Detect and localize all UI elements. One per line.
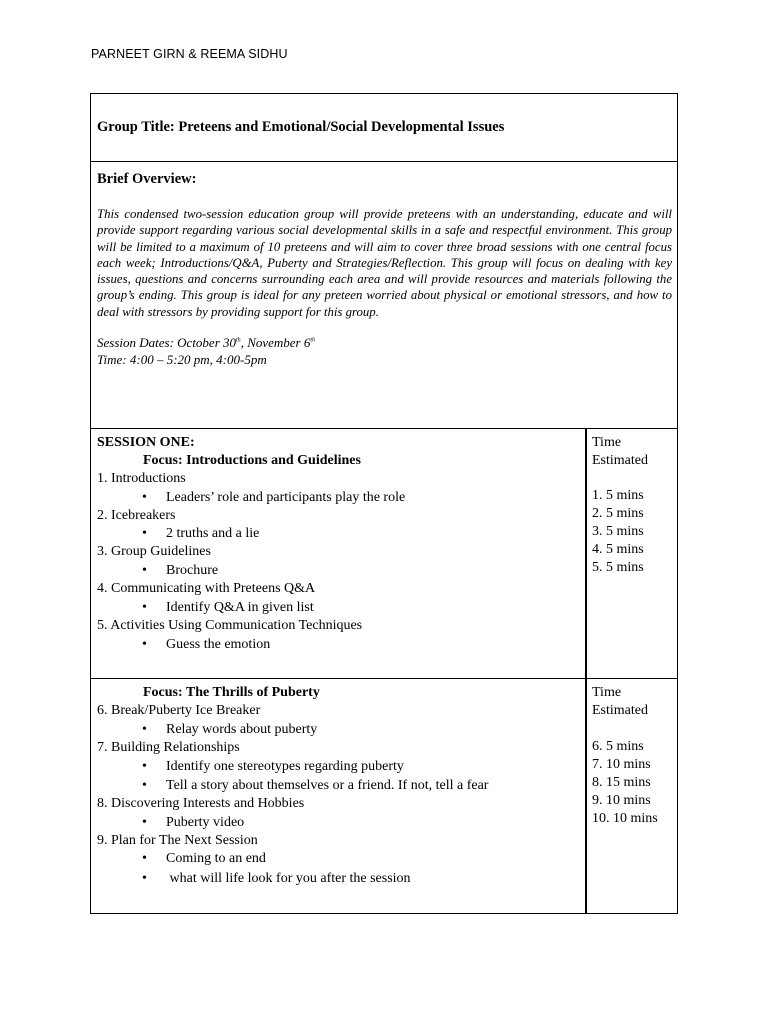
time-estimate: 2. 5 mins xyxy=(592,506,644,521)
time-estimate: 8. 15 mins xyxy=(592,775,651,790)
agenda-item: 4. Communicating with Preteens Q&A xyxy=(97,581,316,596)
agenda-bullet: • Relay words about puberty xyxy=(142,722,318,737)
agenda-bullet: • Coming to an end xyxy=(142,851,266,866)
agenda-bullet: • 2 truths and a lie xyxy=(142,526,260,541)
agenda-bullet: • Brochure xyxy=(142,563,219,578)
group-title: Group Title: Preteens and Emotional/Social Developmental Issues xyxy=(97,119,505,135)
agenda-item: 9. Plan for The Next Session xyxy=(97,833,258,848)
session-two-focus: Focus: The Thrills of Puberty xyxy=(143,685,320,700)
time-estimate: 7. 10 mins xyxy=(592,757,651,772)
agenda-bullet: • Identify one stereotypes regarding puberty xyxy=(142,759,404,774)
agenda-bullet: • Identify Q&A in given list xyxy=(142,600,314,615)
agenda-bullet: • Tell a story about themselves or a friend. If not, tell a fear xyxy=(142,778,489,793)
session-dates: Session Dates: October 30th, November 6th xyxy=(97,335,316,350)
time-header: Estimated xyxy=(592,703,648,718)
agenda-bullet: • Leaders’ role and participants play the role xyxy=(142,490,406,505)
time-header: Time xyxy=(592,435,622,450)
time-estimate: 9. 10 mins xyxy=(592,793,651,808)
agenda-item: 5. Activities Using Communication Techniques xyxy=(97,618,363,633)
time-estimate: 5. 5 mins xyxy=(592,560,644,575)
agenda-item: 8. Discovering Interests and Hobbies xyxy=(97,796,305,811)
overview-box xyxy=(90,161,678,429)
column-divider xyxy=(585,679,587,913)
agenda-bullet: • what will life look for you after the session xyxy=(142,871,411,886)
session-two-box xyxy=(90,678,678,914)
document-header-authors: PARNEET GIRN & REEMA SIDHU xyxy=(91,47,288,61)
agenda-bullet: • Puberty video xyxy=(142,815,245,830)
agenda-bullet: • Guess the emotion xyxy=(142,637,271,652)
time-header: Time xyxy=(592,685,622,700)
agenda-item: 7. Building Relationships xyxy=(97,740,240,755)
session-time: Time: 4:00 – 5:20 pm, 4:00-5pm xyxy=(97,352,267,367)
agenda-item: 6. Break/Puberty Ice Breaker xyxy=(97,703,261,718)
agenda-item: 1. Introductions xyxy=(97,471,186,486)
session-one-focus: Focus: Introductions and Guidelines xyxy=(143,453,361,468)
session-one-box xyxy=(90,428,678,679)
time-estimate: 4. 5 mins xyxy=(592,542,644,557)
agenda-item: 3. Group Guidelines xyxy=(97,544,211,559)
time-estimate: 6. 5 mins xyxy=(592,739,644,754)
time-estimate: 3. 5 mins xyxy=(592,524,644,539)
group-title-box xyxy=(90,93,678,162)
overview-paragraph: This condensed two-session education group will provide preteens with an understanding, educate and will provide support regarding various social developmental skills in a safe and respectful environment. This group will be limited to a maximum of 10 preteens and will aim to cover three broad sessions with one central focus each week; Introductions/Q&A, Puberty and Strategies/Reflection. This group will focus on dealing with key issues, questions and concerns surrounding each area and will provide resources and materials following the group’s ending. This group is ideal for any preteen worried about physical or emotional stressors, and how to deal with stressors by providing support for this group. xyxy=(97,207,672,319)
session-one-heading: SESSION ONE: xyxy=(97,435,195,450)
time-header: Estimated xyxy=(592,453,648,468)
agenda-item: 2. Icebreakers xyxy=(97,508,176,523)
overview-heading: Brief Overview: xyxy=(97,171,197,187)
time-estimate: 10. 10 mins xyxy=(592,811,658,826)
column-divider xyxy=(585,429,587,678)
time-estimate: 1. 5 mins xyxy=(592,488,644,503)
